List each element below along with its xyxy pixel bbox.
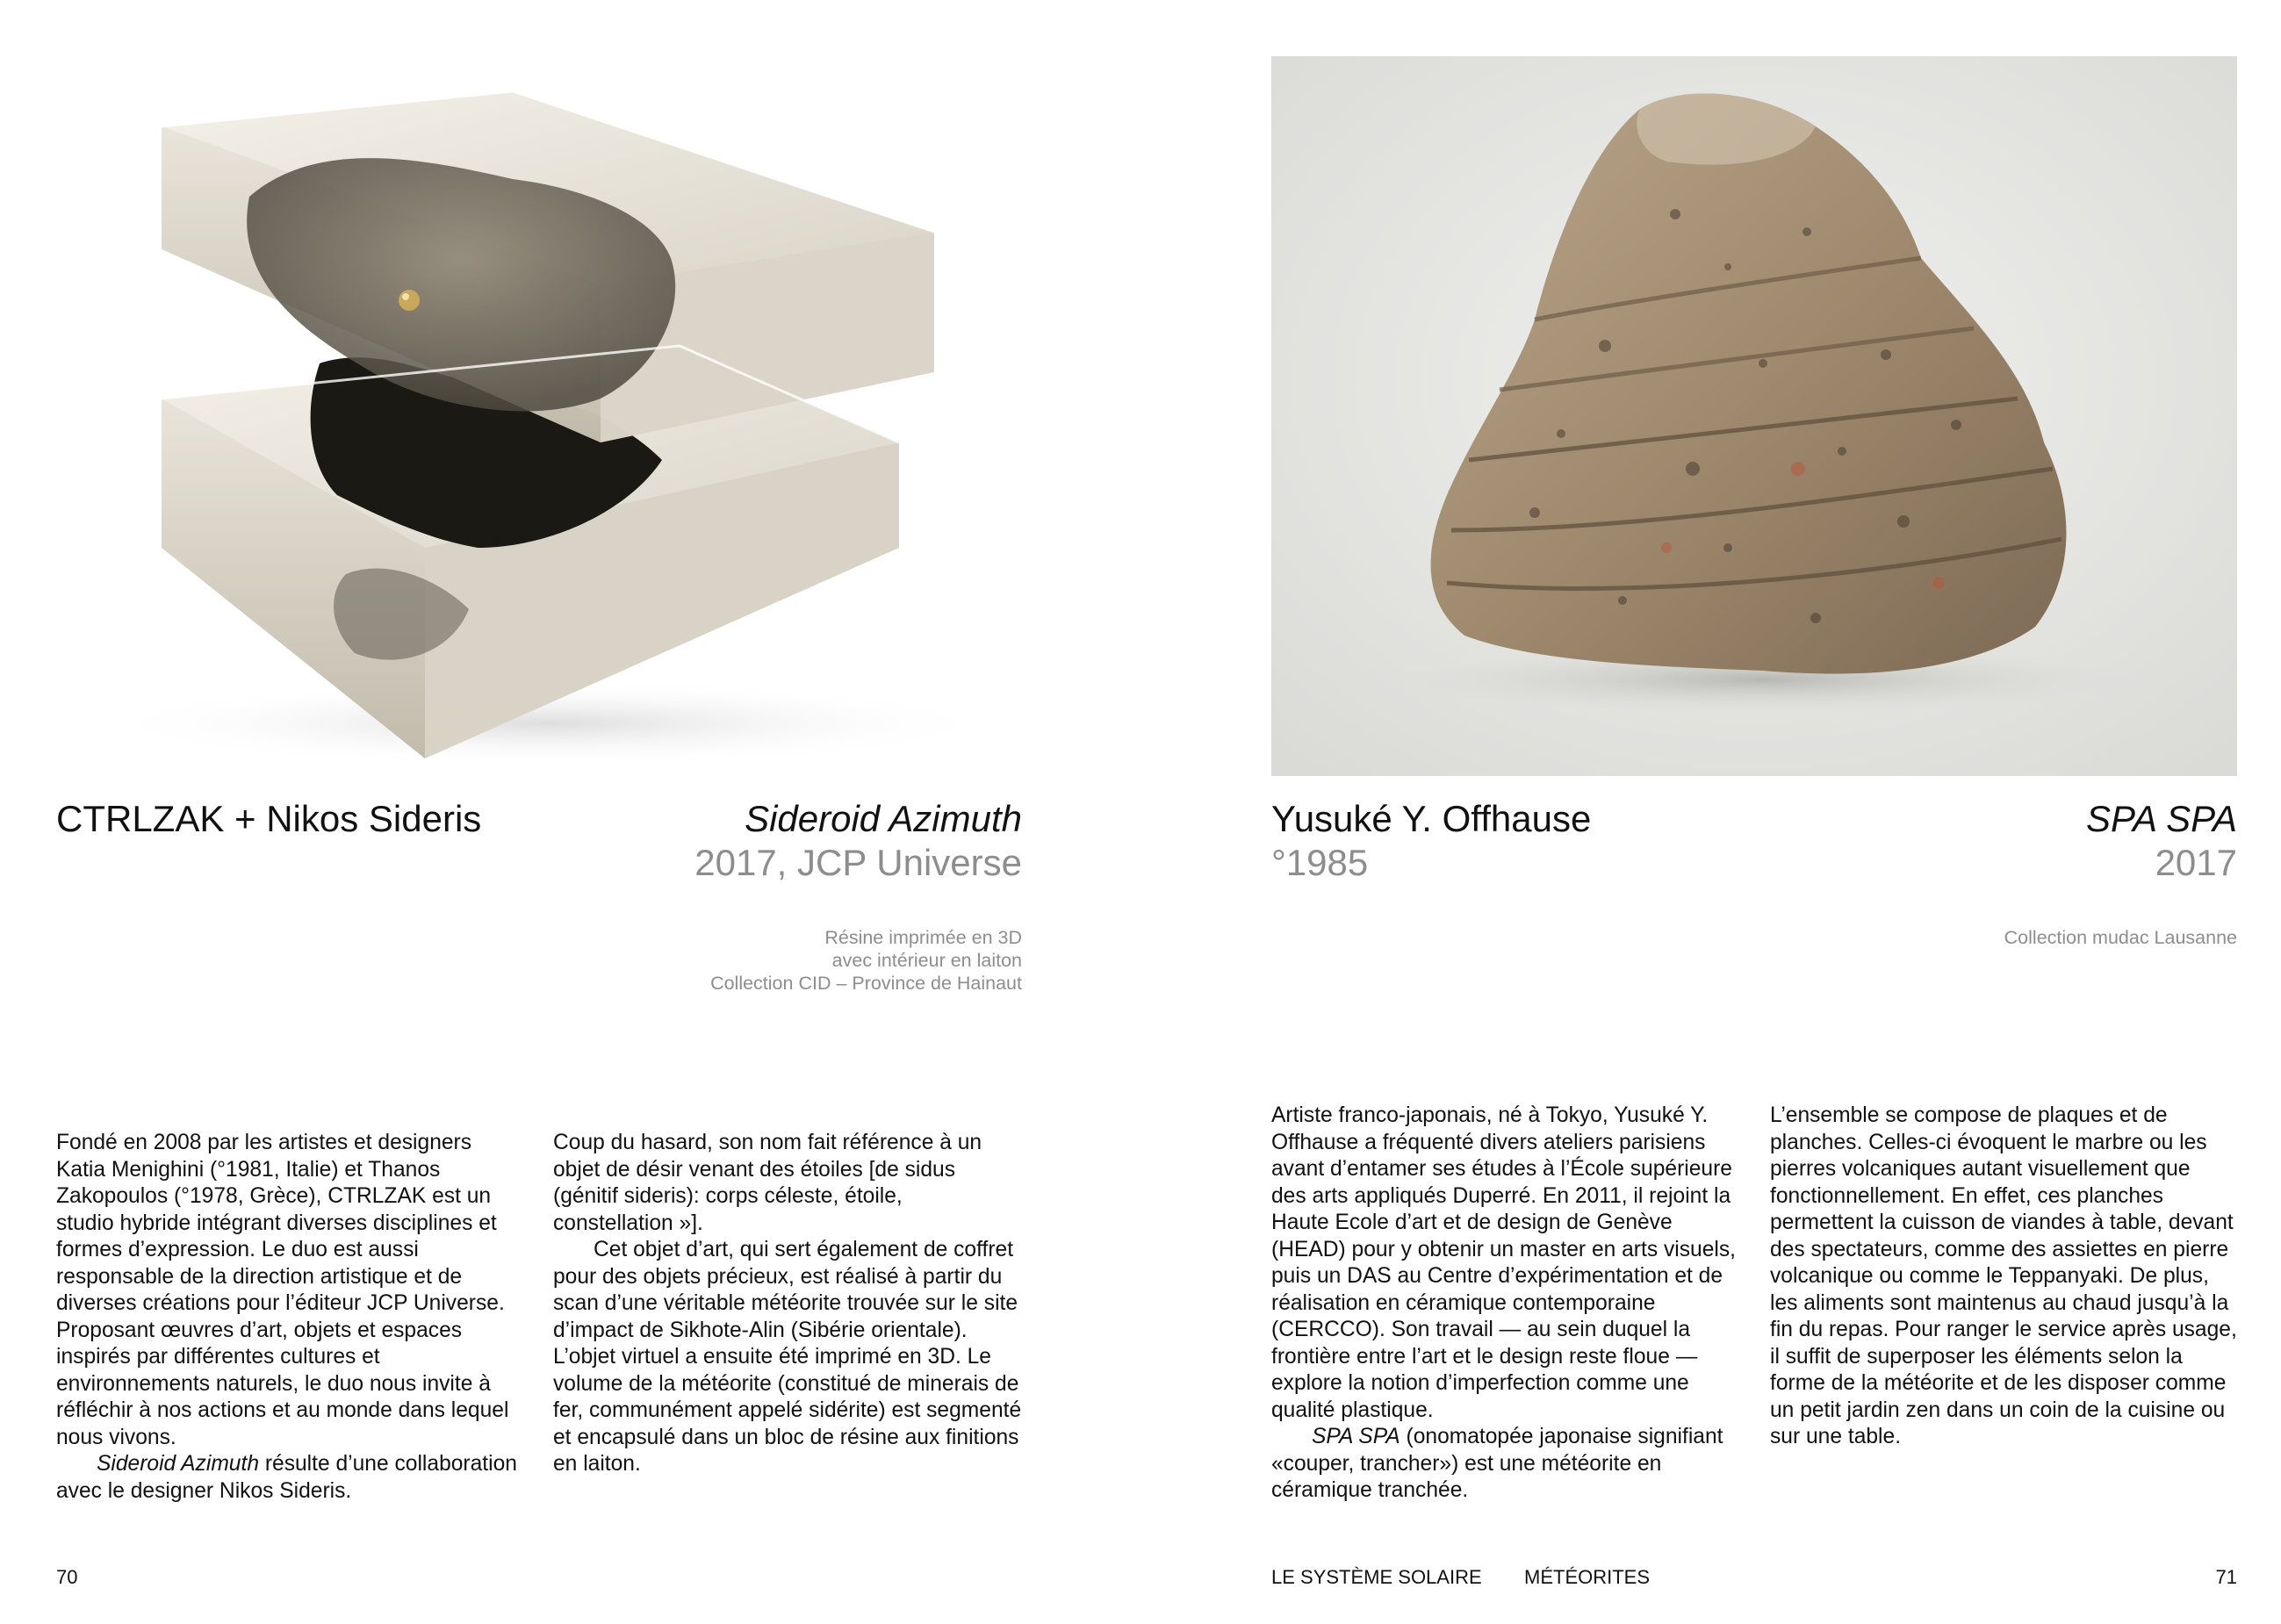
right-page-number: 71 [2215,1566,2237,1588]
work-title-inline: Sideroid Azimuth [97,1452,259,1476]
left-caption [710,926,1022,995]
paragraph: SPA SPA (onomatopée japonaise signifiant «couper, trancher») est une météorite en céramique tranchée. [1271,1425,1723,1502]
left-caption-line: avec intérieur en laiton [831,950,1022,971]
right-work-title: SPA SPA [2086,798,2237,839]
resin-box-photo [56,56,1022,776]
right-body-column-1 [1271,1103,1740,1505]
resin-box-illustration [56,56,1022,776]
right-caption: Collection mudac Lausanne [2004,927,2237,948]
running-footer-chapter: MÉTÉORITES [1524,1566,1651,1588]
left-work-title: Sideroid Azimuth [745,798,1022,839]
right-artist-birth: °1985 [1271,842,1369,883]
left-body-column-2 [553,1130,1025,1478]
paragraph: Cet objet d’art, qui sert également de coffret pour des objets précieux, est réalisé à partir du scan d’une véritable météorite trouvée sur le site d’impact de Sikhote-Alin (Sibérie orientale). L’objet virtuel a ensuite été imprimé en 3D. Le volume de la météorite (constitué de minerais de fer, communément appelé sidérite) est segmenté et encapsulé dans un bloc de résine aux finitions en laiton. [553,1238,1022,1476]
paragraph: Artiste franco-japonais, né à Tokyo, Yusuké Y. Offhause a fréquenté divers ateliers parisiens avant d’entamer ses études à l’École supérieure des arts appliqués Duperré. En 2011, il rejoint la Haute Ecole d’art et de design de Genève (HEAD) pour y obtenir un master en arts visuels, puis un DAS au Centre d’expérimentation et de réalisation en céramique contemporaine (CERCCO). Son travail — au sein duquel la frontière entre l’art et le design reste floue — explore la notion d’imperfection comme une qualité plastique. [1271,1103,1736,1422]
left-caption-line: Collection CID – Province de Hainaut [710,973,1022,994]
left-artist-name: CTRLZAK + Nikos Sideris [56,798,482,839]
ceramic-meteorite-photo [1271,56,2237,776]
paragraph: Fondé en 2008 par les artistes et designers Katia Menighini (°1981, Italie) et Thanos Zakopoulos (°1978, Grèce), CTRLZAK est un studio hybride intégrant diverses disciplines et formes d’expression. Le duo est aussi responsable de la direction artistique et de diverses créations pour l’éditeur JCP Universe. Proposant œuvres d’art, objets et espaces inspirés par différentes cultures et environnements naturels, le duo nous invite à réfléchir à nos actions et au monde dans lequel nous vivons. [56,1131,509,1449]
right-artist-name: Yusuké Y. Offhause [1271,798,1592,839]
work-title-inline: SPA SPA [1312,1425,1400,1448]
left-body-column-1 [56,1130,522,1505]
left-page-number: 70 [56,1566,78,1588]
running-footer-section: LE SYSTÈME SOLAIRE [1271,1566,1482,1588]
right-body-column-2 [1770,1103,2237,1451]
paragraph: Coup du hasard, son nom fait référence à un objet de désir venant des étoiles [de sidus (génitif sideris): corps céleste, étoile, constellation »]. [553,1131,982,1235]
paragraph: L’ensemble se compose de plaques et de planches. Celles-ci évoquent le marbre ou les pierres volcaniques autant visuellement que fonctionnellement. En effet, ces planches permettent la cuisson de viandes à table, devant des spectateurs, comme des assiettes en pierre volcanique ou comme le Teppanyaki. De plus, les aliments sont maintenus au chaud jusqu’à la fin du repas. Pour ranger le service après usage, il suffit de superposer les éléments selon la forme de la météorite et de les disposer comme un petit jardin zen dans un coin de la cuisine ou sur une table. [1770,1103,2237,1448]
right-work-year: 2017 [2155,842,2237,883]
left-work-year-publisher: 2017, JCP Universe [694,842,1022,883]
left-caption-line: Résine imprimée en 3D [824,927,1022,948]
ceramic-meteorite-illustration [1271,56,2237,776]
paragraph: Sideroid Azimuth résulte d’une collaboration avec le designer Nikos Sideris. [56,1452,517,1503]
